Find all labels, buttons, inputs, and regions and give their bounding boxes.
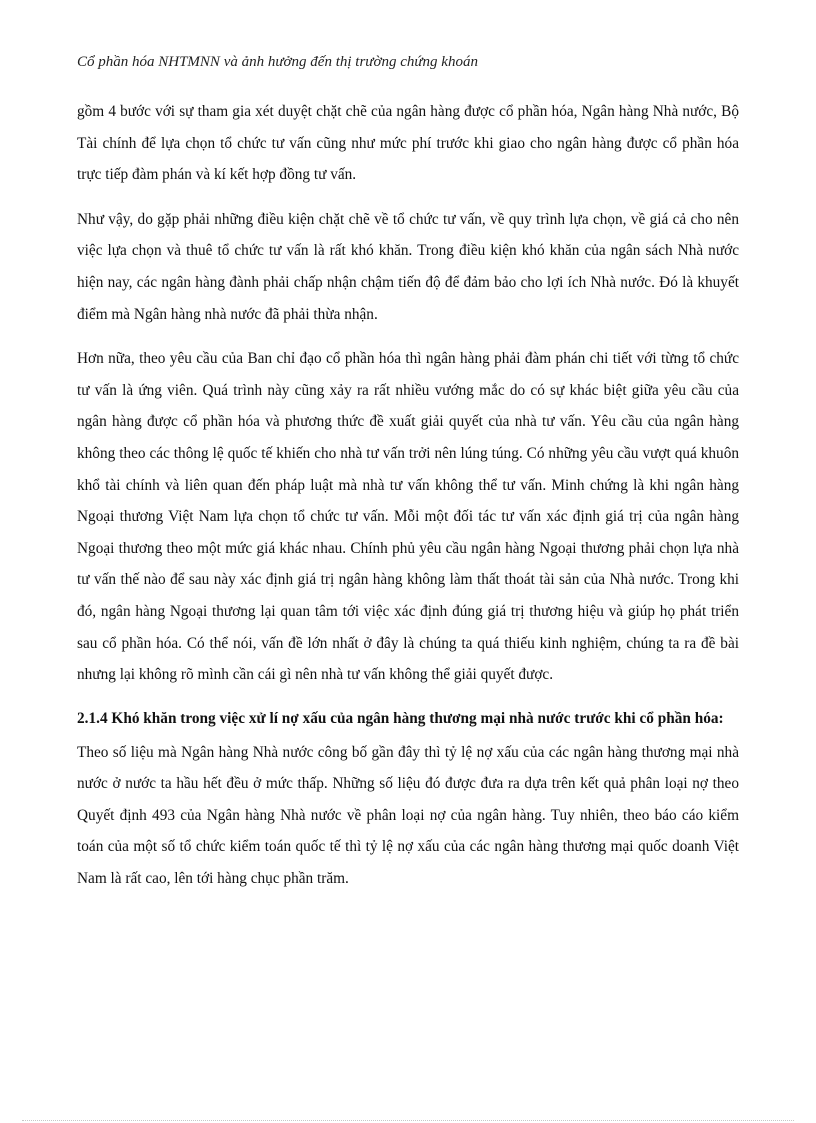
section-heading: 2.1.4 Khó khăn trong việc xử lí nợ xấu của ngân hàng thương mại nhà nước trước khi cổ phần hóa: [77,709,724,727]
page-bottom-divider [22,1120,794,1121]
running-header: Cổ phần hóa NHTMNN và ảnh hưởng đến thị trường chứng khoán [77,54,478,70]
paragraph-1: gồm 4 bước với sự tham gia xét duyệt chặt chẽ của ngân hàng được cổ phần hóa, Ngân hàng Nhà nước, Bộ Tài chính để lựa chọn tổ chức tư vấn cũng như mức phí trước khi giao cho ngân hàng được cổ phần hóa trực tiếp đàm phán và kí kết hợp đồng tư vấn. [77,103,739,184]
paragraph-2: Như vậy, do gặp phải những điều kiện chặt chẽ về tổ chức tư vấn, về quy trình lựa chọn, về giá cả cho nên việc lựa chọn và thuê tổ chức tư vấn là rất khó khăn. Trong điều kiện khó khăn của ngân sách Nhà nước hiện nay, các ngân hàng đành phải chấp nhận chậm tiến độ để đảm bảo cho lợi ích Nhà nước. Đó là khuyết điểm mà Ngân hàng nhà nước đã phải thừa nhận. [77,210,739,323]
document-body [77,96,739,908]
section-paragraph: Theo số liệu mà Ngân hàng Nhà nước công bố gần đây thì tỷ lệ nợ xấu của các ngân hàng thương mại nhà nước ở nước ta hầu hết đều ở mức thấp. Những số liệu đó được đưa ra dựa trên kết quả phân loại nợ theo Quyết định 493 của Ngân hàng Nhà nước về phân loại nợ của ngân hàng. Tuy nhiên, theo báo cáo kiểm toán của một số tổ chức kiểm toán quốc tế thì tỷ lệ nợ xấu của các ngân hàng thương mại quốc doanh Việt Nam là rất cao, lên tới hàng chục phần trăm. [77,743,739,888]
paragraph-3: Hơn nữa, theo yêu cầu của Ban chỉ đạo cổ phần hóa thì ngân hàng phải đàm phán chi tiết với từng tổ chức tư vấn là ứng viên. Quá trình này cũng xảy ra rất nhiều vướng mắc do có sự khác biệt giữa yêu cầu của ngân hàng được cổ phần hóa và phương thức đề xuất giải quyết của nhà tư vấn. Yêu cầu của ngân hàng không theo các thông lệ quốc tế khiến cho nhà tư vấn trởi nên lúng túng. Có những yêu cầu vượt quá khuôn khổ tài chính và liên quan đến pháp luật mà nhà tư vấn không thể tư vấn. Minh chứng là khi ngân hàng Ngoại thương Việt Nam lựa chọn tổ chức tư vấn. Mỗi một đối tác tư vấn xác định giá trị của ngân hàng Ngoại thương theo một mức giá khác nhau. Chính phủ yêu cầu ngân hàng Ngoại thương phải chọn lựa nhà tư vấn thế nào để sau này xác định giá trị ngân hàng không làm thất thoát tài sản của Nhà nước. Trong khi đó, ngân hàng Ngoại thương lại quan tâm tới việc xác định đúng giá trị thương hiệu và giúp họ phát triển sau cổ phần hóa. Có thể nói, vấn đề lớn nhất ở đây là chúng ta quá thiếu kinh nghiệm, chúng ta ra đề bài nhưng lại không rõ mình cần cái gì nên nhà tư vấn không thể giải quyết được. [77,350,739,684]
